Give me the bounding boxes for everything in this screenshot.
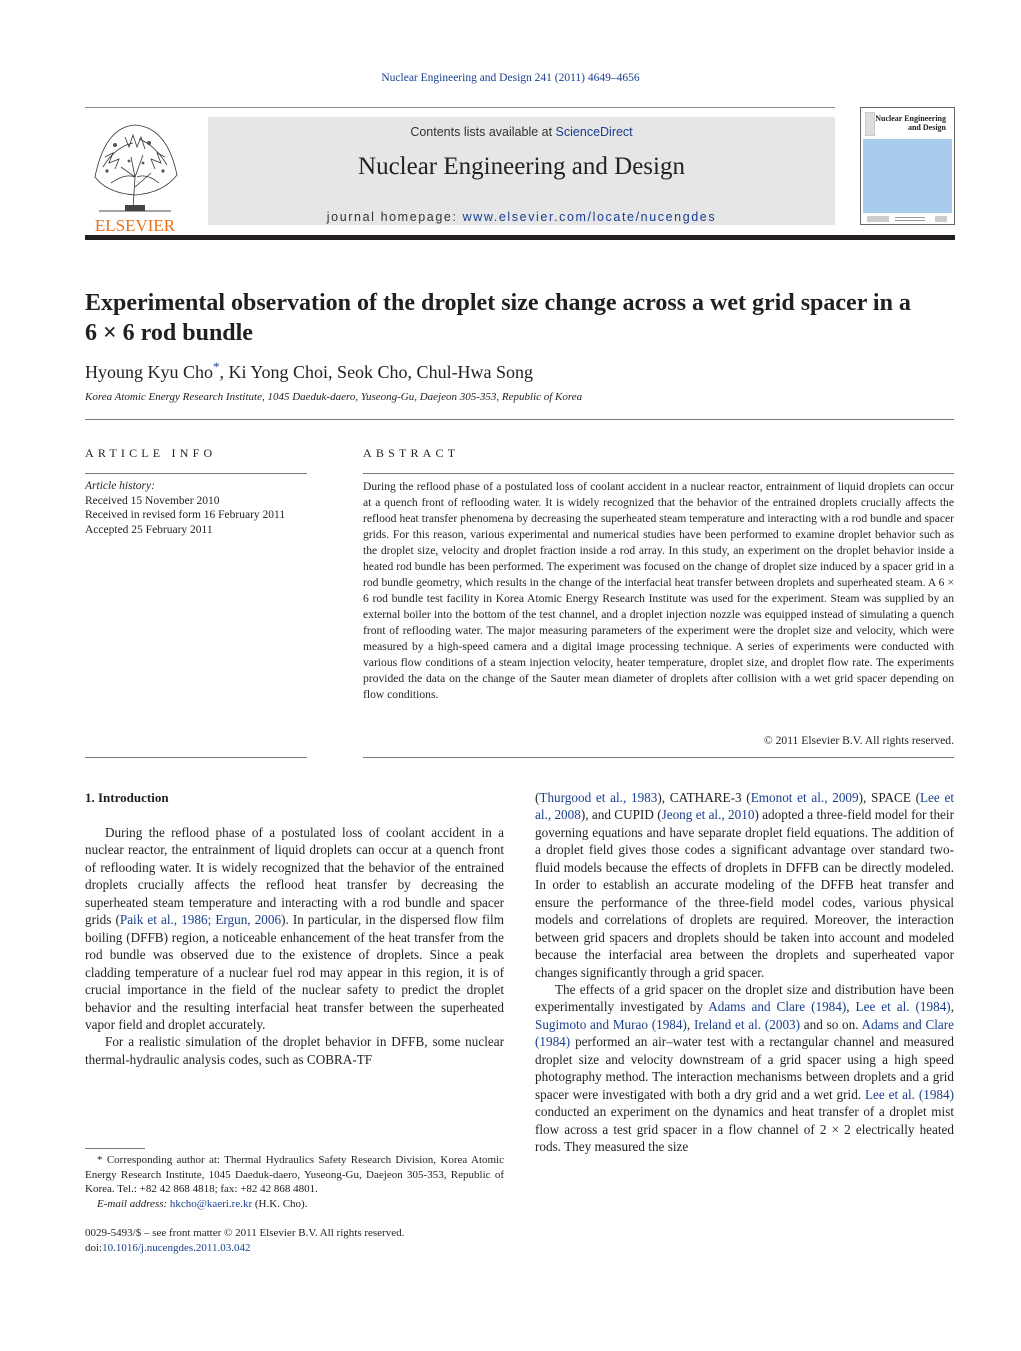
journal-name: Nuclear Engineering and Design — [358, 153, 685, 180]
corresponding-author-mark[interactable]: * — [213, 359, 220, 374]
body-text: ), and CUPID ( — [580, 807, 662, 823]
body-text: ) adopted a three-field model for their governing equations and have separate droplet field equations. The addition of a droplet field gives those codes a significant advantage over standard two-fluid models because the effects of droplets in DFFB can be directly modeled. In order to establish an accurate modeling of the DFFB heat transfer and ensure the performance of the three-field model codes, various physical models and correlations of droplets are required. Moreover, the interaction between grid spacers and droplets should be taken into account and modeled because the interfacial area between the droplets and superheated vapor changes significantly through a grid spacer. — [535, 807, 954, 980]
citation-link[interactable]: Emonot et al., 2009 — [750, 790, 859, 805]
journal-banner — [208, 117, 835, 225]
header-bottom-rule — [85, 235, 955, 240]
intro-p1-text-a: During the reflood phase of a postulated loss of coolant accident in a nuclear reactor, the entrainment of liquid droplets can occur at a quench front of reflooding water. It is widely recognized that the behavior of the entrained droplets crucially affects the reflood heat transfer by decreasing the superheated steam temperature and interacting with a rod bundle and spacer grids ( — [85, 825, 504, 928]
history-revised: Received in revised form 16 February 2011 — [85, 509, 286, 521]
citation-link[interactable]: Jeong et al., 2010 — [661, 807, 755, 823]
abstract-copyright: © 2011 Elsevier B.V. All rights reserved. — [763, 734, 954, 747]
sciencedirect-link[interactable]: ScienceDirect — [555, 125, 633, 139]
history-received: Received 15 November 2010 — [85, 494, 220, 507]
doi-line — [85, 1241, 404, 1256]
citation-link[interactable]: Sugimoto and Murao (1984) — [535, 1016, 687, 1032]
abstract-text: During the reflood phase of a postulated loss of coolant accident in a nuclear reactor, entrainment of liquid droplets can occur at a quench front of reflooding water. It is widely recognized that the behavior of the entrained droplets crucially affects the reflood heat transfer phenomena by decreasing the superheated steam temperature and interacting with a rod bundle and spacer grids. For this reason, various experimental and numerical studies have been performed to examine droplet behavior such as the droplet size, velocity and droplet fraction inside a rod array. In this study, an experiment on the droplet behavior inside a heated rod bundle has been performed. The experiment was focused on the change of droplet size induced by a spacer grid in a rod bundle geometry, which results in the change of the interfacial heat transfer between droplets and superheated steam. A 6 × 6 rod bundle test facility in Korea Atomic Energy Research Institute was used for the experiment. Steam was supplied by an external boiler into the bottom of the test channel, and a droplet injection nozzle was equipped instead of simulating a quench front of reflooding water. The major measuring parameters of the experiment were the droplet size and velocity, which were measured by a high-speed camera and a digital image processing technique. A series of experiments were conducted with various flow conditions of a steam injection velocity, heater temperature, droplet size, and droplet flow rate. The experiments provided the data on the change of the Sauter mean diameter of droplets after collision with a wet grid spacer depending on flow conditions. — [363, 480, 954, 701]
citation-link[interactable]: Lee et al. (1984) — [865, 1086, 954, 1102]
issn-line: 0029-5493/$ – see front matter © 2011 Elsevier B.V. All rights reserved. — [85, 1227, 405, 1239]
cover-title — [875, 114, 946, 132]
article-history — [85, 479, 285, 537]
journal-header — [85, 107, 955, 239]
elsevier-logo-text: ELSEVIER — [94, 216, 176, 235]
article-info-bottom-rule — [85, 757, 307, 758]
body-text: ), SPACE ( — [858, 790, 920, 805]
author-first[interactable]: Hyoung Kyu Cho — [85, 362, 214, 382]
header-top-rule — [85, 107, 835, 108]
cover-footer-icon — [863, 214, 952, 224]
body-text: and so on. — [800, 1016, 862, 1032]
intro-paragraph-1 — [85, 824, 504, 1033]
body-text: , — [846, 999, 856, 1015]
journal-homepage — [208, 210, 835, 224]
contents-availability — [208, 125, 835, 139]
doi-link[interactable]: 10.1016/j.nucengdes.2011.03.042 — [102, 1241, 251, 1254]
email-link[interactable]: hkcho@kaeri.re.kr — [169, 1197, 253, 1210]
body-column-left — [85, 824, 504, 1068]
cover-title-line-2: and Design — [907, 123, 946, 132]
article-info-heading: ARTICLE INFO — [85, 446, 217, 460]
body-text: ), CATHARE-3 ( — [657, 790, 751, 805]
cover-logo-icon — [865, 112, 875, 136]
doi-prefix: doi: — [85, 1241, 103, 1254]
body-text: conducted an experiment on the dynamics and heat transfer of a droplet mist flow across a test grid spacer in a flow channel of 2 × 2 electrically heated rods. They measured the size — [535, 1104, 954, 1155]
citation-link[interactable]: Lee et al., 2008 — [535, 790, 954, 823]
homepage-link[interactable]: www.elsevier.com/locate/nucengdes — [462, 210, 717, 224]
email-suffix: (H.K. Cho). — [252, 1197, 308, 1210]
divider-rule — [85, 419, 954, 420]
cover-image — [863, 139, 952, 213]
homepage-prefix: journal homepage: — [326, 210, 463, 224]
article-title-line-2: 6 × 6 rod bundle — [85, 320, 253, 346]
section-heading-introduction: 1. Introduction — [85, 790, 169, 805]
intro-paragraph-2: For a realistic simulation of the droplet behavior in DFFB, some nuclear thermal-hydraulic analysis codes, such as COBRA-TF — [85, 1034, 504, 1067]
body-text: The effects of a grid spacer on the droplet size and distribution have been experimentally investigated by — [535, 981, 954, 1015]
elsevier-tree-logo — [85, 117, 185, 235]
citation-link[interactable]: Paik et al., 1986; Ergun, 2006 — [119, 912, 282, 928]
article-title-line-1: Experimental observation of the droplet size change across a wet grid spacer in a — [85, 290, 911, 316]
history-accepted: Accepted 25 February 2011 — [85, 523, 213, 536]
front-matter — [85, 1226, 404, 1255]
body-text: , — [950, 999, 954, 1015]
citation-link[interactable]: Lee et al. (1984) — [855, 999, 951, 1015]
body-column-right — [535, 789, 954, 1156]
body-text: , — [686, 1016, 694, 1032]
citation-link[interactable]: Thurgood et al., 1983 — [539, 790, 658, 805]
authors-rest[interactable]: , Ki Yong Choi, Seok Cho, Chul-Hwa Song — [219, 362, 534, 382]
footnote-rule — [85, 1148, 145, 1149]
abstract-rule — [363, 473, 954, 474]
footnote-email — [85, 1197, 504, 1212]
footnote-text: * Corresponding author at: Thermal Hydraulics Safety Research Division, Korea Atomic Energy Research Institute, 1045 Daeduk-daero, Yuseong-Gu, Daejeon 305-353, Republic of Korea. Tel.: +82 42 868 4818; fax: +82 42 868 4801. — [85, 1154, 504, 1195]
intro-p1-text-b: ). In particular, in the dispersed flow film boiling (DFFB) region, a noticeable enhancement of the heat transfer from the rod bundle was observed due to the existence of droplets. Since a peak cladding temperature of a nuclear fuel rod may appear in this region, it is of crucial importance in the field of the nuclear safety to predict the droplet behavior and the resulting interfacial heat transfer between the superheated vapor field and droplet accurately. — [85, 912, 504, 1032]
intro-paragraph-2-continued: (Thurgood et al., 1983), CATHARE-3 (Emonot et al., 2009), SPACE (Lee et al., 2008), and CUPID (Jeong et al., 2010) adopted a three-field model for their governing equations and have separate droplet field equations. The addition of a droplet field gives those codes a significant advantage over standard two-fluid models because the effects of droplets in DFFB can be directly modeled. In order to establish an accurate modeling of the DFFB heat transfer and ensure the performance of the three-field model codes, various physical models and correlations of droplets are required. Moreover, the interaction between grid spacers and droplets should be taken into account and modeled because the interfacial area between the droplets and superheated vapor changes significantly through a grid spacer. — [535, 790, 954, 980]
abstract-bottom-rule — [363, 757, 954, 758]
article-info-rule — [85, 473, 307, 474]
journal-cover-thumbnail[interactable] — [860, 107, 955, 225]
citation-link[interactable]: Adams and Clare (1984) — [708, 999, 847, 1015]
email-label: E-mail address: — [97, 1197, 170, 1210]
journal-reference[interactable]: Nuclear Engineering and Design 241 (2011) 4649–4656 — [381, 72, 640, 84]
cover-title-line-1: Nuclear Engineering — [875, 114, 946, 123]
affiliation: Korea Atomic Energy Research Institute, 1045 Daeduk-daero, Yuseong-Gu, Daejeon 305-353, Republic of Korea — [85, 391, 583, 403]
contents-prefix: Contents lists available at — [410, 125, 556, 139]
body-text: performed an air–water test with a rectangular channel and measured droplet size and velocity downstream of a grid spacer using a high speed photography method. The interaction mechanisms between droplets and a grid spacer were investigated with both a dry grid and a wet grid. — [535, 1034, 954, 1102]
author-list — [85, 359, 533, 383]
article-title — [85, 288, 965, 348]
corresponding-author-footnote — [85, 1153, 504, 1211]
abstract-heading: ABSTRACT — [363, 446, 460, 460]
citation-link[interactable]: Adams and Clare (1984) — [535, 1016, 954, 1050]
citation-link[interactable]: Ireland et al. (2003) — [693, 1016, 801, 1032]
history-label: Article history: — [85, 480, 155, 492]
intro-paragraph-3 — [535, 981, 954, 1156]
